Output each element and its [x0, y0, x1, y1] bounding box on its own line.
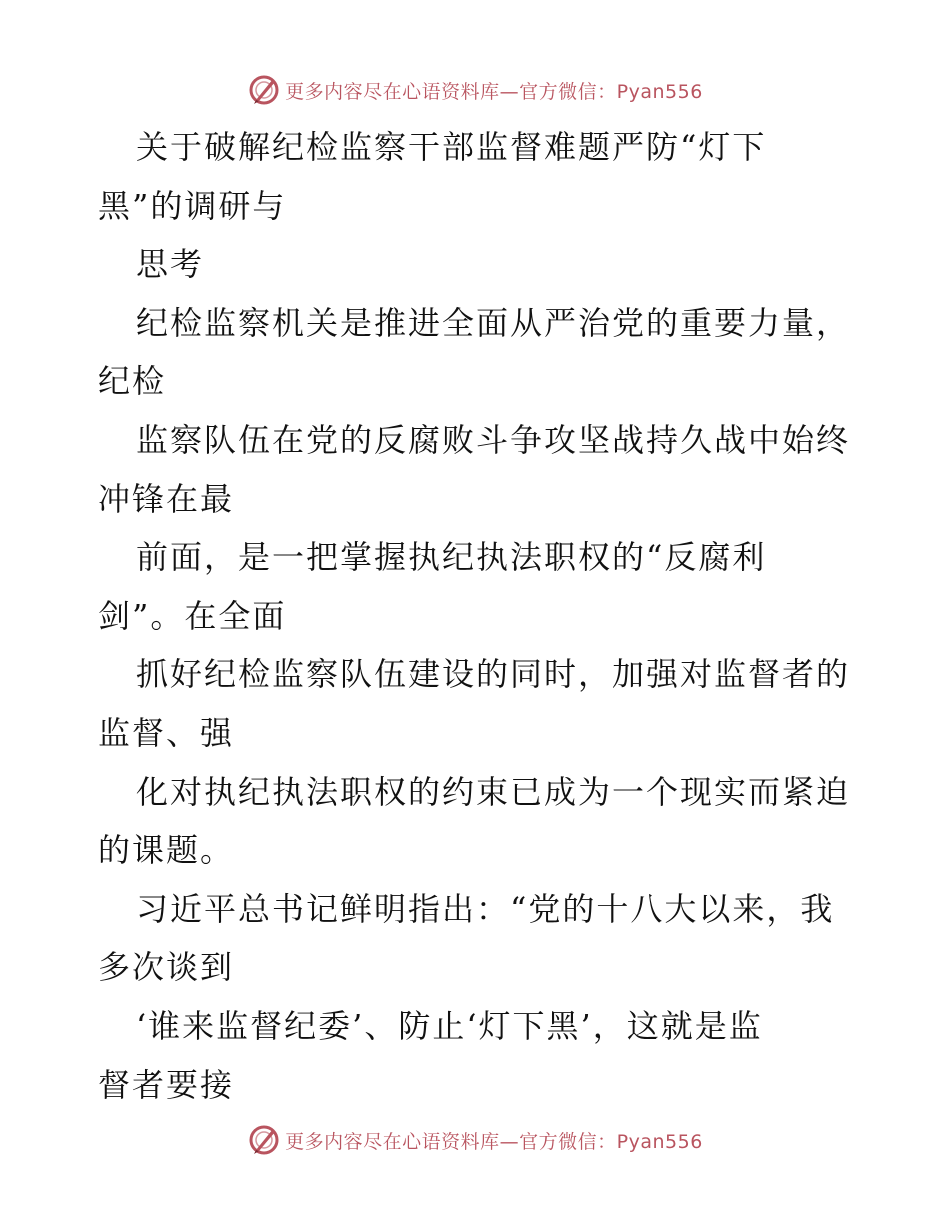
paragraph-line: 黑”的调研与 — [98, 186, 287, 225]
paragraph-line: 的课题。 — [98, 831, 235, 870]
paragraph-line: 化对执纪执法职权的约束已成为一个现实而紧迫 — [136, 772, 851, 811]
paragraph-line: 关于破解纪检监察干部监督难题严防“灯下 — [136, 128, 767, 166]
paragraph-line: 思考 — [136, 245, 205, 284]
paragraph-line: 监督、强 — [98, 713, 235, 752]
paragraph-line: ‘谁来监督纪委’、防止‘灯下黑’，这就是监 — [136, 1006, 763, 1045]
document-body — [98, 118, 858, 1114]
header-banner — [0, 70, 950, 110]
footer-banner-text: 更多内容尽在心语资料库—官方微信：Pyan556 — [285, 1130, 703, 1153]
paragraph-line: 冲锋在最 — [98, 479, 235, 518]
paragraph-line: 督者要接 — [98, 1065, 235, 1104]
paragraph-line: 剑”。在全面 — [98, 596, 287, 635]
paragraph-line: 习近平总书记鲜明指出：“党的十八大以来，我 — [136, 889, 835, 928]
paragraph-line: 监察队伍在党的反腐败斗争攻坚战持久战中始终 — [136, 420, 851, 459]
paragraph-line: 纪检 — [98, 362, 167, 401]
paragraph-line: 抓好纪检监察队伍建设的同时，加强对监督者的 — [136, 655, 851, 694]
paragraph-line: 多次谈到 — [98, 948, 235, 987]
quill-pen-logo-icon — [247, 73, 281, 107]
footer-banner — [0, 1120, 950, 1160]
paragraph-line: 前面，是一把掌握执纪执法职权的“反腐利 — [136, 538, 767, 577]
header-banner-text: 更多内容尽在心语资料库—官方微信：Pyan556 — [285, 80, 703, 103]
quill-pen-logo-icon — [247, 1123, 281, 1157]
paragraph-line: 纪检监察机关是推进全面从严治党的重要力量， — [136, 303, 851, 342]
